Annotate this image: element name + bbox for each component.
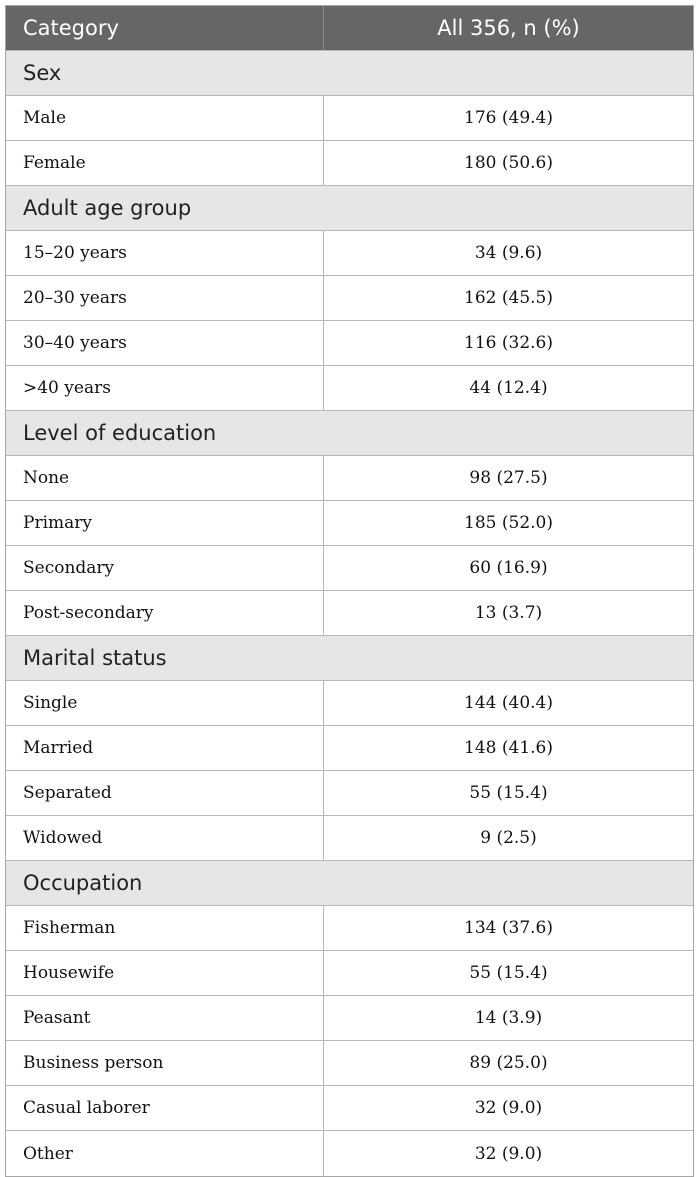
row-value: 144 (40.4) [464,693,553,713]
table-row [6,906,693,951]
demographics-table [5,5,694,1177]
row-label: 15–20 years [6,231,324,275]
section-title: Level of education [23,421,217,445]
row-label: Single [6,681,324,725]
row-value: 14 (3.9) [474,1008,543,1028]
section-header-row [6,51,693,96]
section-title: Marital status [23,646,167,670]
row-label: None [6,456,324,500]
row-label: Female [6,141,324,185]
row-value: 55 (15.4) [469,963,548,983]
header-all: All 356, n (%) [437,16,580,40]
table-row [6,591,693,636]
row-label: Widowed [6,816,324,860]
row-label: Casual laborer [6,1086,324,1130]
table-row [6,1086,693,1131]
table-row [6,951,693,996]
row-value: 89 (25.0) [469,1053,548,1073]
row-value: 9 (2.5) [480,828,537,848]
table-row [6,726,693,771]
table-row [6,996,693,1041]
section-header-row [6,861,693,906]
row-value: 13 (3.7) [474,603,543,623]
section-header-row [6,411,693,456]
row-value: 134 (37.6) [464,918,553,938]
section-title: Occupation [23,871,143,895]
row-label: Separated [6,771,324,815]
table-row [6,501,693,546]
table-row [6,96,693,141]
row-value: 60 (16.9) [469,558,548,578]
header-category: Category [6,6,324,50]
row-value: 34 (9.6) [474,243,543,263]
table-row [6,546,693,591]
row-label: Married [6,726,324,770]
row-label: Male [6,96,324,140]
row-label: Primary [6,501,324,545]
table-row [6,456,693,501]
table-row [6,1041,693,1086]
section-header-row [6,636,693,681]
row-label: Secondary [6,546,324,590]
row-value: 32 (9.0) [474,1098,543,1118]
row-label: Fisherman [6,906,324,950]
table-row [6,276,693,321]
row-value: 98 (27.5) [469,468,548,488]
table-row [6,321,693,366]
row-value: 176 (49.4) [464,108,553,128]
table-row [6,816,693,861]
table-body [6,51,693,1176]
row-value: 162 (45.5) [464,288,553,308]
row-label: Housewife [6,951,324,995]
table-header-row [6,6,693,51]
section-title: Adult age group [23,196,192,220]
row-label: Post-secondary [6,591,324,635]
row-value: 44 (12.4) [469,378,548,398]
table-row [6,141,693,186]
table-row [6,771,693,816]
section-header-row [6,186,693,231]
row-label: Other [6,1131,324,1176]
table-row [6,366,693,411]
row-label: >40 years [6,366,324,410]
table-row [6,1131,693,1176]
table-row [6,681,693,726]
section-title: Sex [23,61,62,85]
row-label: 20–30 years [6,276,324,320]
row-label: 30–40 years [6,321,324,365]
row-value: 148 (41.6) [464,738,553,758]
row-value: 32 (9.0) [474,1143,543,1164]
row-value: 180 (50.6) [464,153,553,173]
row-value: 55 (15.4) [469,783,548,803]
row-value: 185 (52.0) [464,513,553,533]
row-label: Peasant [6,996,324,1040]
row-label: Business person [6,1041,324,1085]
row-value: 116 (32.6) [464,333,553,353]
table-row [6,231,693,276]
